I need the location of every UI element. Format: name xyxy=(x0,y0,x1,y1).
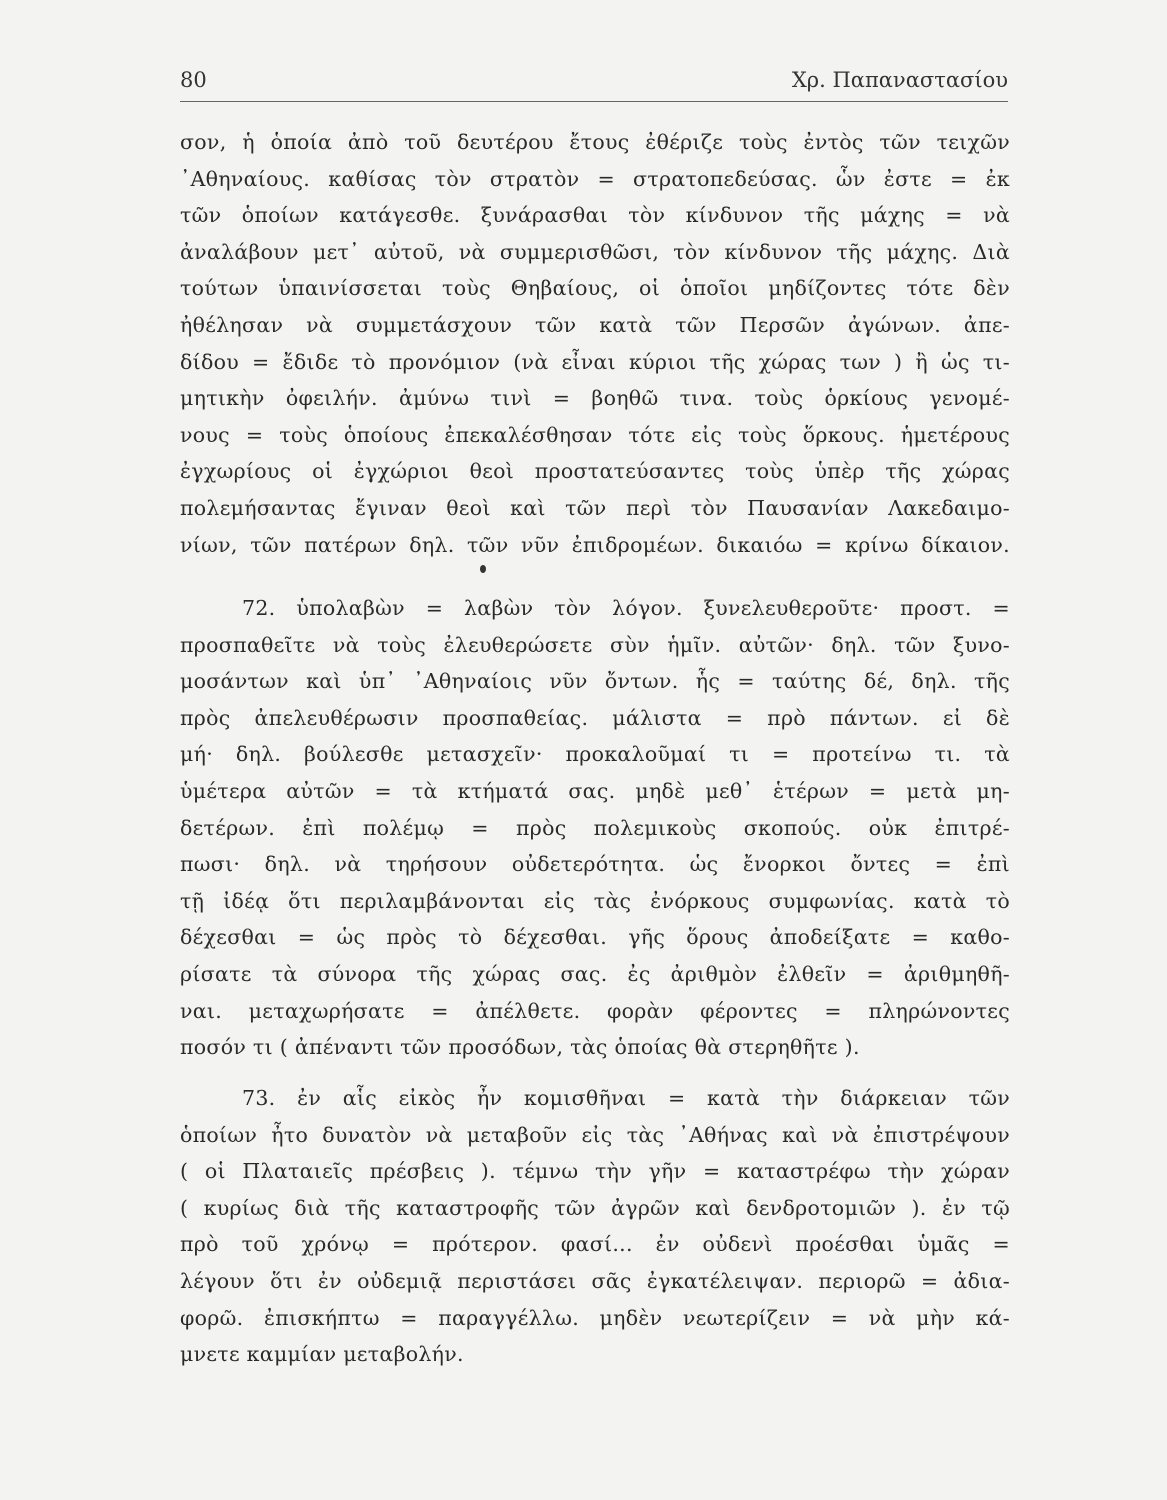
text-line: ὑμέτερα αὐτῶν = τὰ κτήματά σας. μηδὲ μεθ᾿ ἑτέρων = μετὰ μη- xyxy=(180,778,1010,803)
text-line: λέγουν ὅτι ἐν οὐδεμιᾷ περιστάσει σᾶς ἐγκατέλειψαν. περιορῶ = ἀδια- xyxy=(180,1268,1010,1293)
text-line: φορῶ. ἐπισκήπτω = παραγγέλλω. μηδὲν νεωτερίζειν = νὰ μὴν κά- xyxy=(180,1305,1010,1330)
text-line: δέχεσθαι = ὡς πρὸς τὸ δέχεσθαι. γῆς ὅρους ἀποδείξατε = καθο- xyxy=(180,925,1010,950)
running-head-author: Χρ. Παπαναστασίου xyxy=(791,68,1008,92)
text-line: πρὸς ἀπελευθέρωσιν προσπαθείας. μάλιστα = πρὸ πάντων. εἰ δὲ xyxy=(180,705,1010,730)
text-line: σον, ἡ ὁποία ἀπὸ τοῦ δευτέρου ἔτους ἐθέριζε τοὺς ἐντὸς τῶν τειχῶν xyxy=(180,130,1010,154)
text-line: 72. ὑπολαβὼν = λαβὼν τὸν λόγον. ξυνελευθεροῦτε· προστ. = xyxy=(242,596,1010,620)
text-line: ποσόν τι ( ἀπέναντι τῶν προσόδων, τὰς ὁποίας θὰ στερηθῆτε ). xyxy=(180,1035,860,1060)
text-line: ἐγχωρίους οἱ ἐγχώριοι θεοὶ προστατεύσαντες τοὺς ὑπὲρ τῆς χώρας xyxy=(180,459,1010,484)
paragraph-72 xyxy=(180,590,1010,1066)
text-line: νους = τοὺς ὁποίους ἐπεκαλέσθησαν τότε εἰς τοὺς ὅρκους. ἡμετέρους xyxy=(180,422,1010,447)
header-rule xyxy=(180,101,1008,102)
text-line: ναι. μεταχωρήσατε = ἀπέλθετε. φορὰν φέροντες = πληρώνοντες xyxy=(180,998,1010,1023)
paragraph-73 xyxy=(180,1080,1010,1373)
text-line: ἀναλάβουν μετ᾿ αὐτοῦ, νὰ συμμερισθῶσι, τὸν κίνδυνον τῆς μάχης. Διὰ xyxy=(180,239,1010,264)
text-line: μνετε καμμίαν μεταβολήν. xyxy=(180,1342,464,1367)
text-line: πρὸ τοῦ χρόνῳ = πρότερον. φασί... ἐν οὐδενὶ προέσθαι ὑμᾶς = xyxy=(180,1232,1010,1257)
text-line: ( οἱ Πλαταιεῖς πρέσβεις ). τέμνω τὴν γῆν = καταστρέφω τὴν χώραν xyxy=(180,1159,1010,1184)
text-line: νίων, τῶν πατέρων δηλ. τῶν νῦν ἐπιδρομέων. δικαιόω = κρίνω δίκαιον. xyxy=(180,532,1010,557)
text-line: δίδου = ἔδιδε τὸ προνόμιον (νὰ εἶναι κύριοι τῆς χώρας των ) ἢ ὡς τι- xyxy=(180,349,1010,374)
text-line: μητικὴν ὀφειλήν. ἀμύνω τινὶ = βοηθῶ τινα. τοὺς ὁρκίους γενομέ- xyxy=(180,386,1010,411)
page-number: 80 xyxy=(180,68,207,92)
text-line: μή· δηλ. βούλεσθε μετασχεῖν· προκαλοῦμαί τι = προτείνω τι. τὰ xyxy=(180,742,1010,767)
text-line: τῶν ὁποίων κατάγεσθε. ξυνάρασθαι τὸν κίνδυνον τῆς μάχης = νὰ xyxy=(180,203,1010,228)
text-line: ρίσατε τὰ σύνορα τῆς χώρας σας. ἐς ἀριθμὸν ἐλθεῖν = ἀριθμηθῆ- xyxy=(180,961,1010,986)
text-line: ᾿Αθηναίους. καθίσας τὸν στρατὸν = στρατοπεδεύσας. ὧν ἐστε = ἐκ xyxy=(180,166,1010,191)
stray-mark xyxy=(480,565,486,573)
text-line: τῇ ἰδέᾳ ὅτι περιλαμβάνονται εἰς τὰς ἐνόρκους συμφωνίας. κατὰ τὸ xyxy=(180,888,1010,913)
text-line: πολεμήσαντας ἔγιναν θεοὶ καὶ τῶν περὶ τὸν Παυσανίαν Λακεδαιμο- xyxy=(180,495,1010,520)
text-line: προσπαθεῖτε νὰ τοὺς ἐλευθερώσετε σὺν ἡμῖν. αὐτῶν· δηλ. τῶν ξυνο- xyxy=(180,632,1010,657)
running-header xyxy=(180,68,1008,100)
text-line: δετέρων. ἐπὶ πολέμῳ = πρὸς πολεμικοὺς σκοπούς. οὐκ ἐπιτρέ- xyxy=(180,815,1010,840)
text-line: ( κυρίως διὰ τῆς καταστροφῆς τῶν ἀγρῶν καὶ δενδροτομιῶν ). ἐν τῷ xyxy=(180,1195,1010,1220)
paragraph-71-continued xyxy=(180,124,1010,563)
text-line: πωσι· δηλ. νὰ τηρήσουν οὐδετερότητα. ὡς ἔνορκοι ὄντες = ἐπὶ xyxy=(180,852,1010,877)
text-line: μοσάντων καὶ ὑπ᾿ ᾿Αθηναίοις νῦν ὄντων. ἧς = ταύτης δέ, δηλ. τῆς xyxy=(180,669,1010,694)
text-line: ἠθέλησαν νὰ συμμετάσχουν τῶν κατὰ τῶν Περσῶν ἀγώνων. ἀπε- xyxy=(180,312,1010,337)
text-line: ὁποίων ἦτο δυνατὸν νὰ μεταβοῦν εἰς τὰς ᾿Αθήνας καὶ νὰ ἐπιστρέψουν xyxy=(180,1122,1010,1147)
text-line: τούτων ὑπαινίσσεται τοὺς Θηβαίους, οἱ ὁποῖοι μηδίζοντες τότε δὲν xyxy=(180,276,1010,301)
text-line: 73. ἐν αἷς εἰκὸς ἦν κομισθῆναι = κατὰ τὴν διάρκειαν τῶν xyxy=(242,1086,1010,1110)
